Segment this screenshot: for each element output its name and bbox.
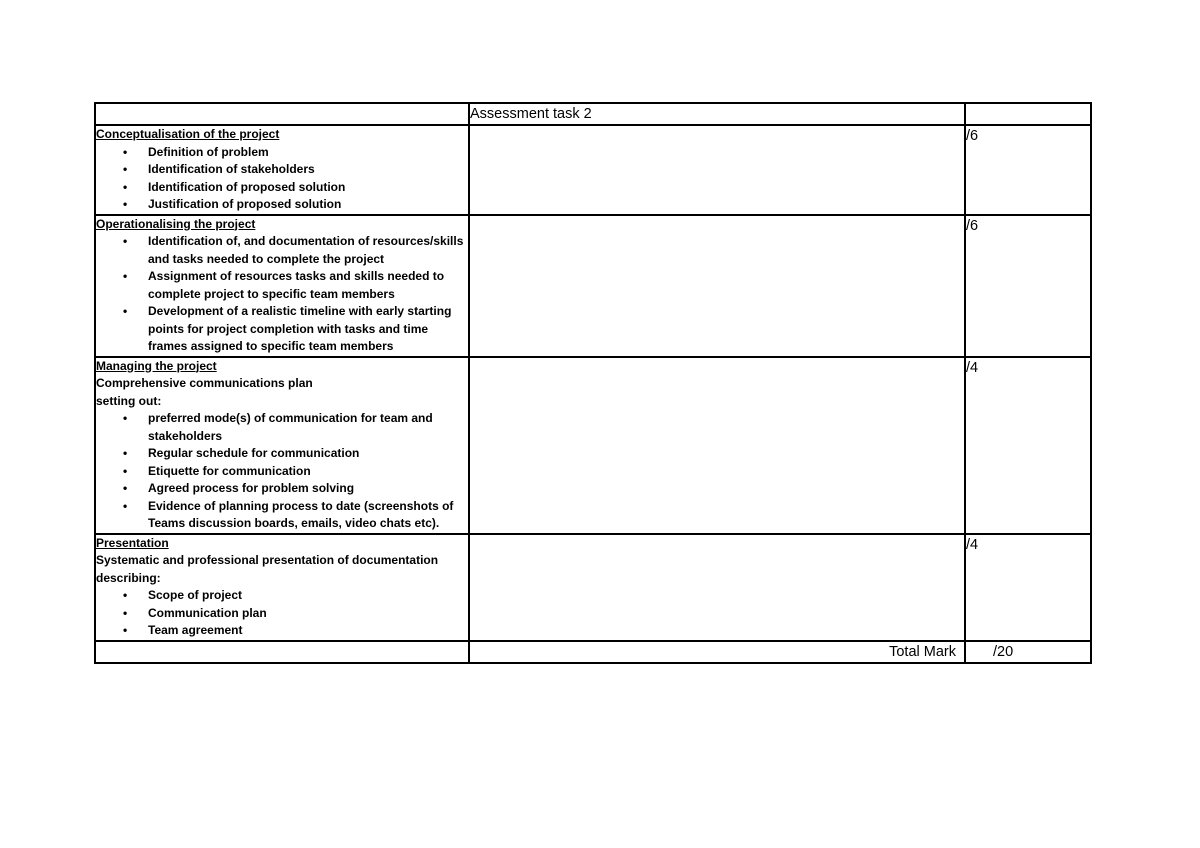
criteria-item: • Regular schedule for communication	[96, 445, 468, 463]
bullet-icon: •	[123, 304, 128, 318]
criteria-item: • Etiquette for communication	[96, 463, 468, 481]
rubric-row	[95, 125, 1091, 215]
bullet-icon: •	[123, 179, 128, 194]
assessment-rubric-table	[94, 102, 1092, 664]
header-mark-cell	[965, 103, 1091, 125]
criteria-item: • Identification of, and documentation of resources/skills and tasks needed to complete the project	[123, 234, 464, 266]
bullet-icon: •	[123, 162, 128, 176]
criteria-list	[96, 410, 468, 533]
criteria-list	[96, 233, 468, 356]
bullet-icon: •	[123, 269, 128, 283]
total-row	[95, 641, 1091, 663]
header-criteria-cell	[95, 103, 469, 125]
total-mark-value: /20	[965, 641, 1091, 663]
criteria-item: • Justification of proposed solution	[96, 196, 468, 214]
bullet-icon: •	[123, 605, 128, 620]
criteria-cell	[95, 357, 469, 534]
bullet-icon: •	[123, 144, 128, 159]
criteria-item: • Agreed process for problem solving	[96, 480, 468, 498]
section-intro-line: Comprehensive communications plan	[96, 376, 313, 390]
comments-cell[interactable]	[469, 534, 965, 641]
header-row	[95, 103, 1091, 125]
mark-cell: /6	[965, 125, 1091, 215]
comments-cell[interactable]	[469, 125, 965, 215]
bullet-icon: •	[123, 411, 128, 425]
criteria-item: • Team agreement	[96, 622, 468, 640]
criteria-cell	[95, 125, 469, 215]
criteria-cell	[95, 534, 469, 641]
criteria-item: • Identification of proposed solution	[96, 179, 468, 197]
mark-cell: /4	[965, 357, 1091, 534]
bullet-icon: •	[123, 197, 128, 211]
bullet-icon: •	[123, 588, 128, 602]
section-heading: Presentation	[96, 535, 169, 550]
section-intro-line: Systematic and professional presentation of documentation describing:	[96, 553, 439, 585]
criteria-item: • Development of a realistic timeline with early starting points for project completion with tasks and time frames assigned to specific team members	[123, 304, 452, 353]
mark-cell: /4	[965, 534, 1091, 641]
criteria-cell	[95, 215, 469, 357]
mark-cell: /6	[965, 215, 1091, 357]
total-empty-cell	[95, 641, 469, 663]
criteria-item: • preferred mode(s) of communication for team and stakeholders	[123, 411, 433, 443]
criteria-item: • Evidence of planning process to date (screenshots of Teams discussion boards, emails, video chats etc).	[123, 498, 454, 530]
section-intro-line: setting out:	[96, 393, 162, 408]
section-heading: Managing the project	[96, 358, 217, 373]
criteria-list	[96, 144, 468, 214]
criteria-item: • Definition of problem	[96, 144, 468, 162]
bullet-icon: •	[123, 481, 128, 495]
assessment-title: Assessment task 2	[469, 103, 965, 125]
criteria-item: • Communication plan	[96, 605, 468, 623]
rubric-row	[95, 215, 1091, 357]
criteria-item: • Assignment of resources tasks and skills needed to complete project to specific team members	[123, 269, 445, 301]
bullet-icon: •	[123, 498, 128, 513]
comments-cell[interactable]	[469, 357, 965, 534]
criteria-item: • Scope of project	[96, 587, 468, 605]
bullet-icon: •	[123, 446, 128, 460]
criteria-item: • Identification of stakeholders	[96, 161, 468, 179]
section-heading: Conceptualisation of the project	[96, 127, 280, 141]
comments-cell[interactable]	[469, 215, 965, 357]
rubric-row	[95, 357, 1091, 534]
section-heading: Operationalising the project	[96, 216, 256, 231]
rubric-row	[95, 534, 1091, 641]
criteria-list	[96, 587, 468, 640]
total-mark-label: Total Mark	[469, 641, 965, 663]
bullet-icon: •	[123, 234, 128, 248]
bullet-icon: •	[123, 623, 128, 637]
bullet-icon: •	[123, 463, 128, 478]
